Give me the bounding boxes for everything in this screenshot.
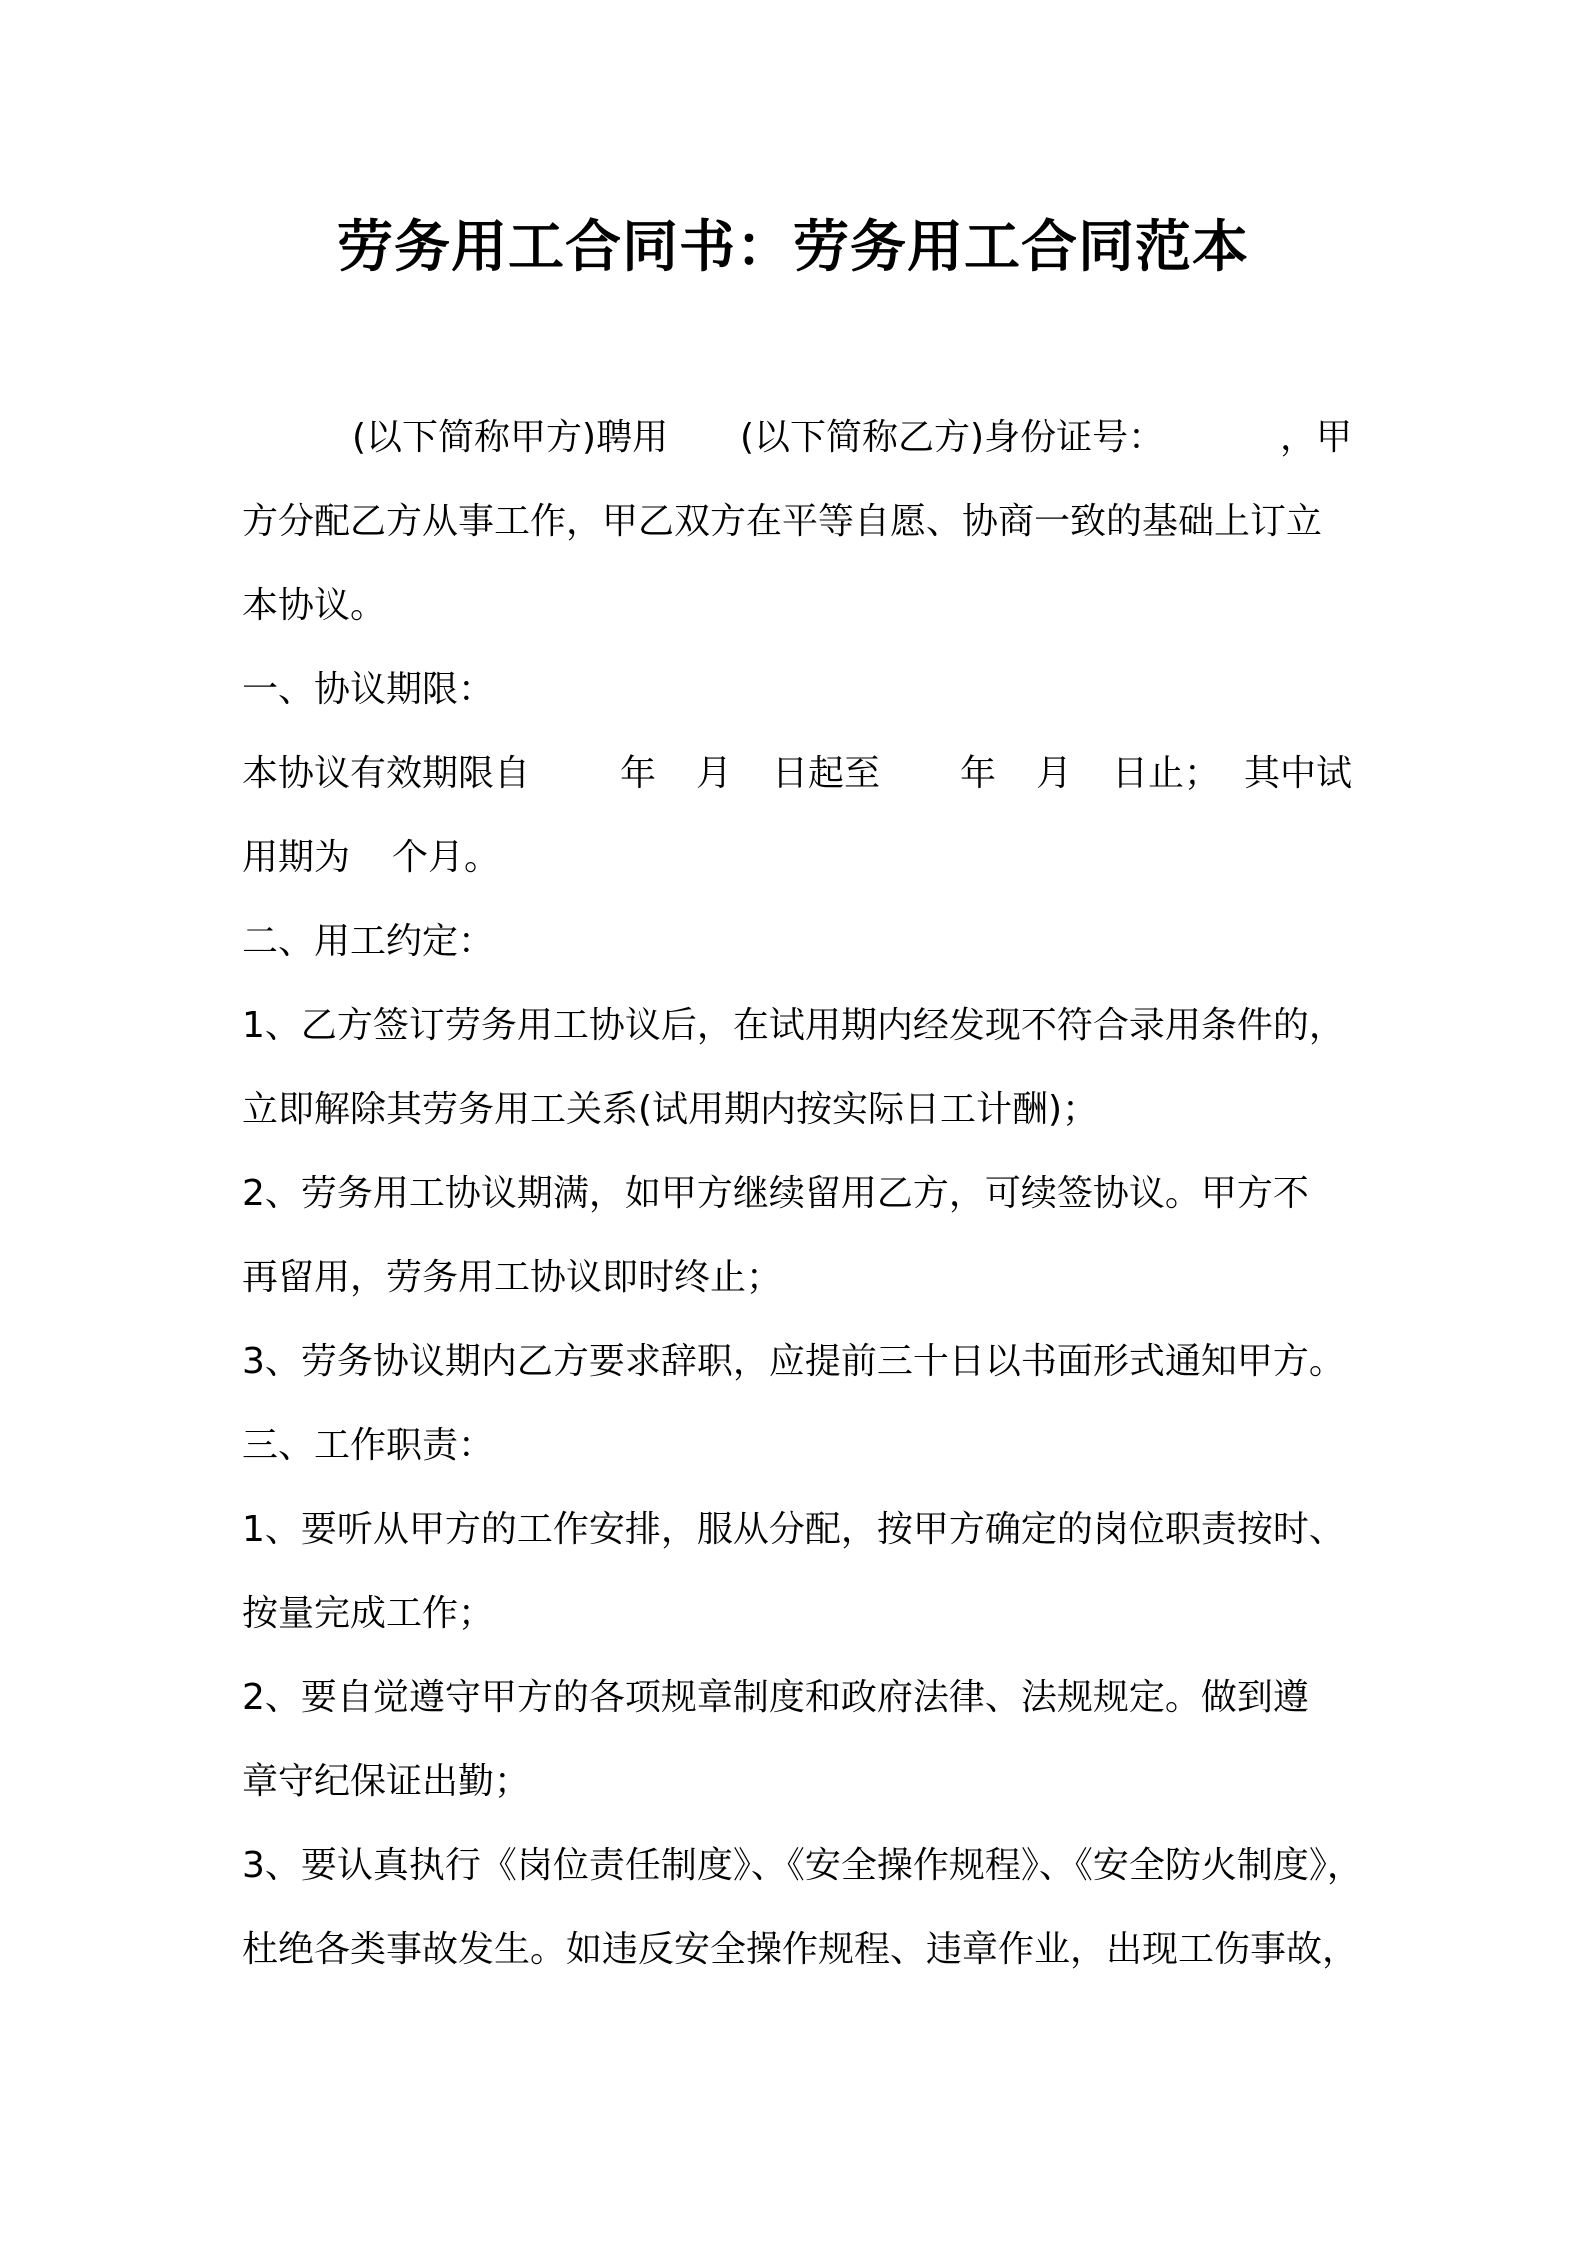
section1-trial-line (242, 828, 842, 888)
section3-line-5: 3、要认真执行《岗位责任制度》、《安全操作规程》、《安全防火制度》， (242, 1845, 1363, 1886)
term-year-2: 年 (960, 753, 997, 794)
trial-period-text: 用期为 (242, 837, 351, 878)
section3-line-3: 2、要自觉遵守甲方的各项规章制度和政府法律、法规规定。做到遵 (242, 1677, 1309, 1718)
section3-heading: 三、工作职责： (242, 1425, 495, 1466)
intro-hire-text: (以下简称甲方)聘用 (352, 417, 669, 458)
term-start-text: 本协议有效期限自 (242, 753, 531, 794)
intro-comma-jia: ，甲 (1280, 417, 1353, 458)
term-year-1: 年 (620, 753, 657, 794)
term-month-2: 月 (1036, 753, 1073, 794)
section3-line-2: 按量完成工作； (242, 1593, 495, 1634)
document-title: 劳务用工合同书：劳务用工合同范本 (337, 215, 1249, 280)
trial-months-text: 个月。 (392, 837, 501, 878)
term-trial-text: 其中试 (1244, 753, 1353, 794)
section1-heading: 一、协议期限： (242, 669, 495, 710)
section3-line-1: 1、要听从甲方的工作安排，服从分配，按甲方确定的岗位职责按时、 (242, 1509, 1345, 1550)
intro-line-3: 本协议。 (242, 585, 387, 626)
section2-line-1: 1、乙方签订劳务用工协议后，在试用期内经发现不符合录用条件的， (242, 1005, 1345, 1046)
term-day-1: 日起至 (772, 753, 881, 794)
intro-line-2: 方分配乙方从事工作，甲乙双方在平等自愿、协商一致的基础上订立 (242, 501, 1323, 542)
section2-line-5: 3、劳务协议期内乙方要求辞职，应提前三十日以书面形式通知甲方。 (242, 1341, 1345, 1382)
term-month-1: 月 (696, 753, 733, 794)
intro-id-text: (以下简称乙方)身份证号： (740, 417, 1165, 458)
section2-line-3: 2、劳务用工协议期满，如甲方继续留用乙方，可续签协议。甲方不 (242, 1173, 1309, 1214)
section3-line-4: 章守纪保证出勤； (242, 1761, 531, 1802)
section2-heading: 二、用工约定： (242, 921, 495, 962)
section2-line-4: 再留用，劳务用工协议即时终止； (242, 1257, 783, 1298)
section3-line-6: 杜绝各类事故发生。如违反安全操作规程、违章作业，出现工伤事故， (242, 1929, 1359, 1970)
section1-term-line (242, 744, 1362, 804)
term-day-2: 日止； (1112, 753, 1221, 794)
section2-line-2: 立即解除其劳务用工关系(试用期内按实际日工计酬)； (242, 1089, 1099, 1130)
intro-line-1 (242, 408, 1362, 468)
